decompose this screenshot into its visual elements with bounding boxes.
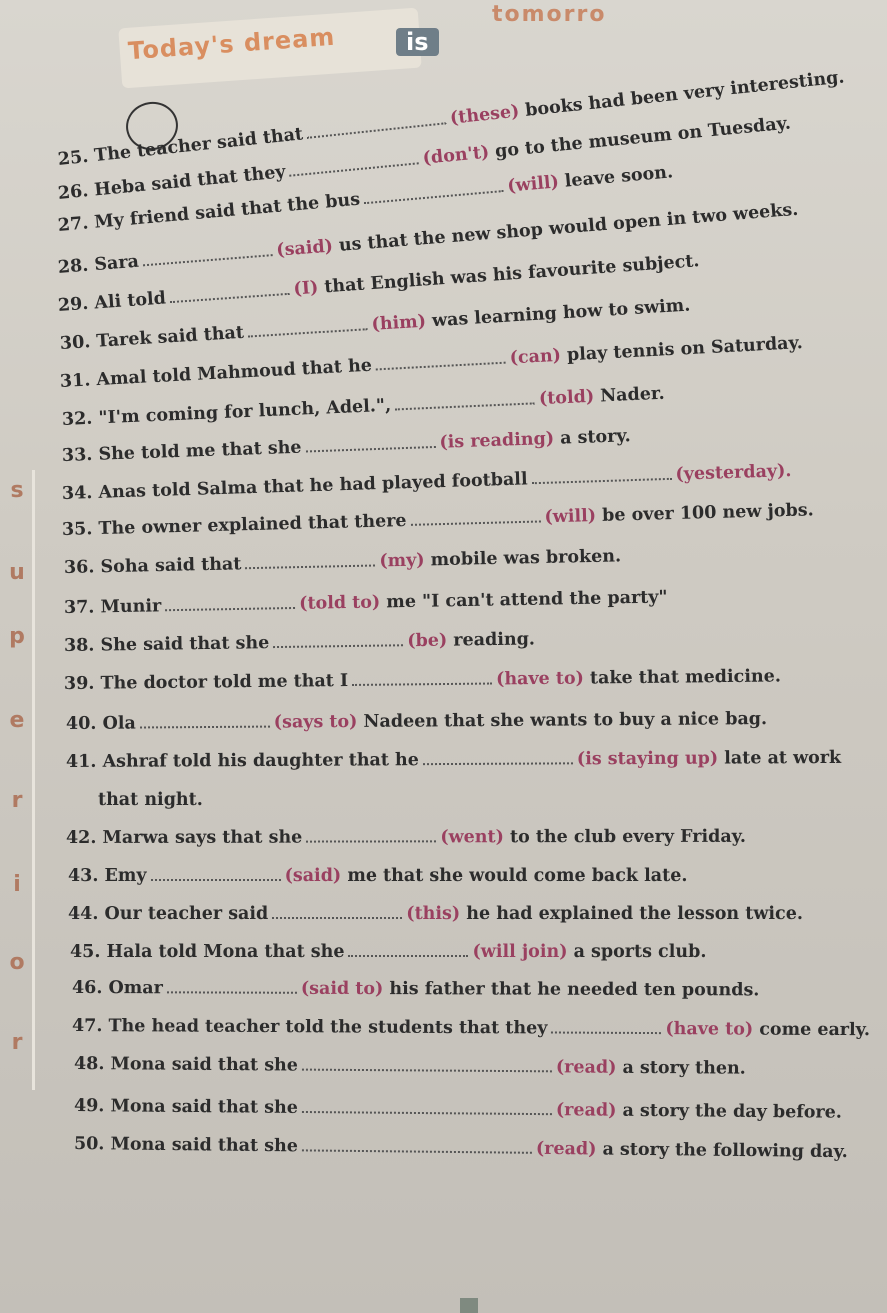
side-letter: r: [11, 1030, 23, 1055]
question-number: 37.: [63, 597, 95, 618]
keyword-hint: (read): [555, 1057, 617, 1078]
question-text: The owner explained that there: [98, 510, 407, 540]
page-edge-strip: [460, 1298, 478, 1313]
question-text: Amal told Mahmoud that he: [95, 355, 373, 391]
answer-blank[interactable]: [167, 990, 297, 993]
question-number: 38.: [63, 635, 95, 656]
answer-blank[interactable]: [245, 563, 375, 569]
question-text: Omar: [108, 978, 163, 999]
keyword-hint: (don't): [421, 142, 491, 169]
keyword-hint: (these): [449, 101, 521, 129]
answer-blank[interactable]: [248, 327, 368, 337]
question-continuation: a story then.: [622, 1057, 746, 1079]
question-continuation: come early.: [759, 1019, 870, 1041]
question-item: [62, 500, 814, 540]
question-text: "I'm coming for lunch, Adel.",: [98, 395, 392, 429]
answer-blank[interactable]: [143, 253, 273, 266]
question-item: [74, 1054, 746, 1079]
answer-blank[interactable]: [307, 121, 447, 139]
side-letter: u: [9, 560, 25, 585]
answer-blank[interactable]: [140, 725, 270, 729]
question-number: 28.: [57, 255, 90, 278]
side-letter: o: [9, 950, 25, 975]
question-text: She told me that she: [98, 437, 302, 465]
question-number: 39.: [63, 673, 95, 694]
question-item: [66, 748, 841, 772]
keyword-hint: (have to): [665, 1019, 754, 1040]
question-continuation: that English was his favourite subject.: [323, 251, 701, 298]
question-continuation: mobile was broken.: [430, 546, 622, 571]
question-number: 47.: [71, 1016, 103, 1037]
keyword-hint: (be): [407, 630, 448, 652]
side-letter: i: [13, 872, 21, 897]
question-item: [72, 978, 760, 1000]
question-item: [70, 942, 706, 962]
question-number: 32.: [61, 408, 93, 430]
answer-blank[interactable]: [306, 839, 436, 842]
keyword-hint: (this): [406, 904, 461, 924]
question-text: Munir: [100, 596, 162, 618]
question-text: Tarek said that: [95, 322, 245, 352]
answer-blank[interactable]: [423, 761, 573, 765]
question-number: 26.: [57, 181, 90, 204]
question-text: Mona said that she: [110, 1096, 299, 1118]
answer-blank[interactable]: [532, 477, 672, 484]
keyword-hint: (is staying up): [576, 748, 719, 770]
answer-blank[interactable]: [352, 682, 492, 686]
question-text: Ashraf told his daughter that he: [102, 750, 419, 772]
question-continuation: a story the following day.: [602, 1139, 848, 1163]
question-continuation: books had been very interesting.: [524, 67, 846, 121]
question-text: Our teacher said: [104, 904, 269, 924]
question-item: [62, 461, 792, 504]
keyword-hint: (my): [379, 550, 425, 572]
question-number: 49.: [73, 1096, 105, 1117]
question-number: 50.: [73, 1134, 105, 1155]
side-letter: p: [9, 624, 25, 649]
side-letter: s: [10, 478, 24, 503]
keyword-hint: (went): [440, 827, 504, 848]
question-continuation: leave soon.: [563, 162, 674, 192]
question-number: 41.: [65, 751, 97, 772]
question-text: Heba said that they: [93, 162, 287, 201]
question-text: that night.: [98, 790, 203, 810]
question-number: 29.: [57, 293, 90, 316]
question-item: [64, 546, 622, 578]
question-continuation: go to the museum on Tuesday.: [494, 113, 792, 162]
answer-blank[interactable]: [170, 292, 290, 303]
question-number: 46.: [71, 978, 103, 999]
question-text: Ali told: [93, 288, 167, 314]
question-continuation: me that she would come back late.: [347, 866, 688, 886]
question-continuation: a story.: [559, 426, 631, 449]
question-item: [64, 666, 781, 694]
keyword-hint: (said): [275, 236, 334, 261]
answer-blank[interactable]: [302, 1068, 552, 1073]
question-number: 30.: [59, 332, 92, 354]
banner-title: Today's dream: [127, 22, 337, 66]
answer-blank[interactable]: [151, 878, 281, 881]
question-number: 44.: [68, 904, 99, 924]
question-continuation: was learning how to swim.: [431, 295, 691, 332]
question-item: [68, 866, 687, 886]
question-item: [68, 904, 803, 924]
keyword-hint: (told): [538, 386, 595, 410]
question-number: 36.: [63, 557, 95, 578]
question-text: Marwa says that she: [102, 827, 303, 848]
question-text: Anas told Salma that he had played football: [98, 469, 528, 503]
question-number: 42.: [65, 827, 97, 848]
keyword-hint: (I): [292, 277, 319, 300]
answer-blank[interactable]: [302, 1148, 532, 1153]
question-number: 33.: [61, 444, 93, 466]
question-text: Hala told Mona that she: [106, 942, 345, 962]
question-item: [64, 587, 668, 618]
answer-blank[interactable]: [306, 445, 436, 453]
question-text: Sara: [93, 251, 140, 276]
keyword-hint: (yesterday).: [675, 461, 792, 485]
question-text: The teacher said that: [93, 124, 305, 167]
question-text: My friend said that the bus: [93, 189, 361, 233]
keyword-hint: (will): [544, 506, 597, 528]
answer-blank[interactable]: [348, 954, 468, 957]
question-item: [66, 827, 746, 848]
answer-blank[interactable]: [376, 361, 506, 371]
question-number: 40.: [65, 713, 97, 734]
question-continuation: Nadeen that she wants to buy a nice bag.: [363, 709, 768, 732]
answer-blank[interactable]: [290, 161, 420, 176]
question-text: The doctor told me that I: [100, 671, 349, 694]
answer-blank[interactable]: [395, 401, 535, 410]
question-item: [74, 1134, 848, 1162]
answer-blank[interactable]: [551, 1031, 661, 1035]
answer-blank[interactable]: [165, 606, 295, 611]
question-number: 31.: [59, 370, 91, 392]
question-continuation: us that the new shop would open in two weeks.: [338, 199, 800, 256]
keyword-hint: (says to): [273, 711, 358, 733]
keyword-hint: (read): [555, 1100, 617, 1121]
banner-is-badge: is: [396, 28, 439, 56]
question-item: [64, 629, 535, 656]
question-continuation: a story the day before.: [622, 1100, 843, 1123]
keyword-hint: (read): [535, 1138, 597, 1160]
question-item: [62, 384, 665, 430]
question-number: 34.: [61, 483, 93, 504]
question-text: Mona said that she: [110, 1054, 299, 1076]
answer-blank[interactable]: [411, 519, 541, 525]
keyword-hint: (said to): [300, 978, 384, 1000]
question-number: 27.: [57, 213, 90, 236]
keyword-hint: (is reading): [439, 428, 555, 453]
question-continuation: late at work: [724, 747, 842, 769]
question-item: [98, 790, 203, 810]
question-text: She said that she: [100, 633, 270, 656]
question-continuation: take that medicine.: [589, 666, 781, 689]
question-number: 35.: [61, 519, 93, 540]
question-item: [74, 1096, 842, 1123]
question-continuation: his father that he needed ten pounds.: [389, 979, 760, 1001]
answer-blank[interactable]: [272, 916, 402, 919]
side-letter: e: [9, 708, 25, 733]
keyword-hint: (have to): [496, 668, 584, 690]
question-text: The head teacher told the students that they: [108, 1016, 548, 1039]
question-continuation: me "I can't attend the party": [386, 587, 668, 613]
answer-blank[interactable]: [364, 189, 504, 204]
question-continuation: he had explained the lesson twice.: [466, 904, 803, 924]
side-divider: [32, 470, 35, 1090]
question-item: [72, 1016, 870, 1040]
side-letter: r: [11, 788, 23, 813]
keyword-hint: (will): [506, 172, 560, 197]
keyword-hint: (him): [371, 311, 427, 335]
keyword-hint: (will join): [472, 942, 568, 962]
answer-blank[interactable]: [302, 1110, 552, 1115]
question-continuation: Nader.: [599, 383, 666, 407]
question-continuation: a sports club.: [573, 942, 707, 962]
question-text: Mona said that she: [110, 1134, 299, 1157]
banner-tomorrow-text: tomorro: [492, 2, 607, 27]
question-text: Ola: [102, 713, 136, 734]
question-continuation: reading.: [453, 629, 536, 651]
question-number: 25.: [56, 146, 90, 170]
question-item: [62, 426, 631, 466]
keyword-hint: (told to): [299, 592, 381, 614]
answer-blank[interactable]: [273, 643, 403, 648]
question-number: 48.: [73, 1054, 105, 1075]
question-text: Soha said that: [100, 554, 242, 578]
question-item: [66, 709, 767, 734]
question-continuation: to the club every Friday.: [509, 826, 746, 848]
question-number: 45.: [70, 942, 101, 962]
question-text: Emy: [104, 866, 147, 886]
question-number: 43.: [68, 866, 99, 886]
keyword-hint: (can): [509, 345, 562, 369]
question-continuation: play tennis on Saturday.: [566, 333, 804, 366]
keyword-hint: (said): [284, 866, 342, 886]
question-continuation: be over 100 new jobs.: [601, 500, 814, 526]
